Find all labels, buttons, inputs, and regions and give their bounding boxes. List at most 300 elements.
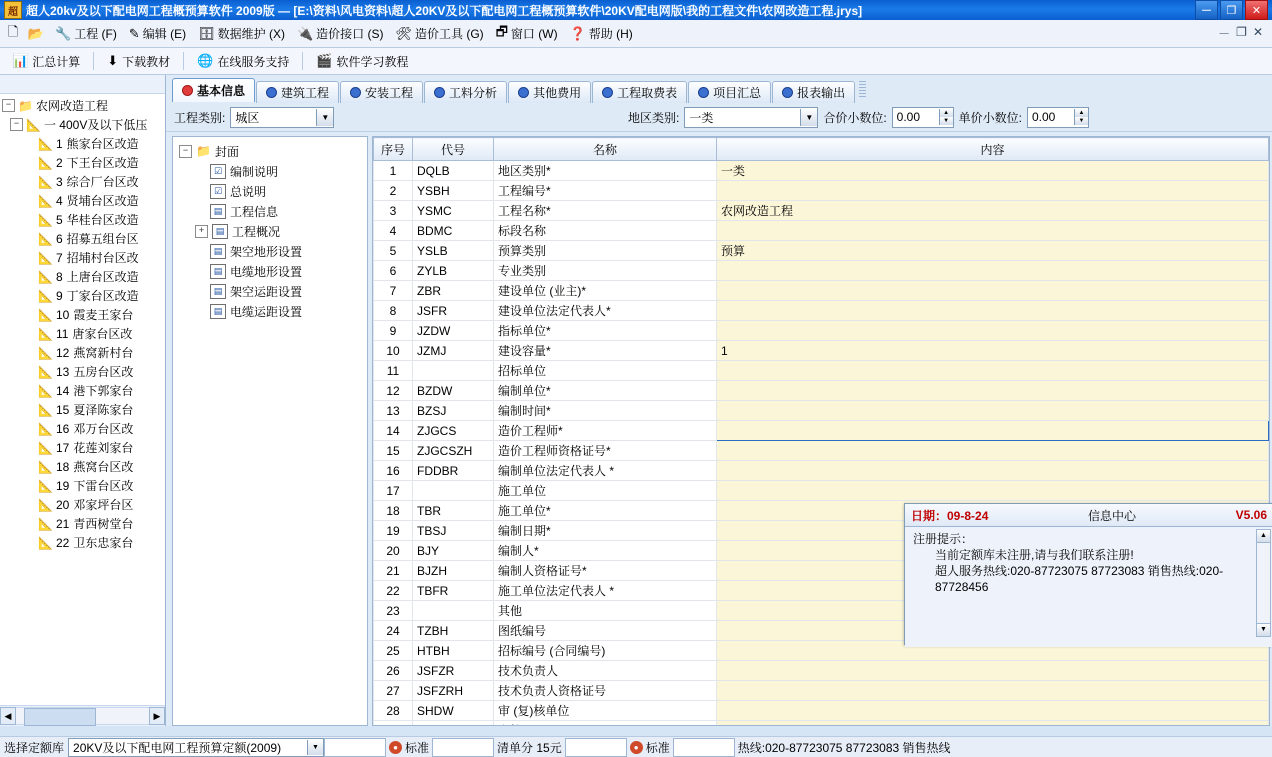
cell-no: 25 bbox=[374, 641, 413, 661]
cell-value[interactable]: 一类 bbox=[717, 161, 1269, 181]
tree-item[interactable] bbox=[2, 457, 165, 476]
tab-1[interactable] bbox=[256, 81, 339, 103]
toolbar-item-label: 下载教材 bbox=[122, 54, 171, 69]
data-maintain-icon: 🗄 bbox=[198, 25, 215, 41]
info-center-scrollbar[interactable] bbox=[1256, 529, 1271, 637]
region-type-select[interactable] bbox=[684, 107, 818, 128]
table-row[interactable] bbox=[374, 661, 1269, 681]
statusbar bbox=[0, 736, 1272, 757]
table-row[interactable] bbox=[374, 441, 1269, 461]
cell-no bbox=[374, 721, 413, 727]
menu-item-price-tools[interactable] bbox=[390, 23, 490, 44]
toolbar-download-button[interactable] bbox=[99, 50, 178, 73]
cell-value[interactable]: 农网改造工程 bbox=[717, 201, 1269, 221]
tree-item[interactable] bbox=[2, 305, 165, 324]
cell-code: YSMC bbox=[413, 201, 494, 221]
cell-value[interactable] bbox=[717, 321, 1269, 341]
chevron-up-icon[interactable]: ▲ bbox=[1074, 109, 1088, 117]
tab-label: 安装工程 bbox=[365, 86, 414, 100]
cover-tree-item[interactable] bbox=[175, 161, 365, 181]
cover-tree-item[interactable] bbox=[175, 241, 365, 261]
table-row[interactable] bbox=[374, 201, 1269, 221]
cell-name: 施工单位* bbox=[494, 501, 717, 521]
tree-item[interactable] bbox=[2, 134, 165, 153]
cell-no: 1 bbox=[374, 161, 413, 181]
tree-horizontal-scrollbar[interactable] bbox=[0, 705, 165, 726]
tree-item-name: 燕窝台区改 bbox=[73, 460, 134, 474]
tab-7[interactable] bbox=[772, 81, 855, 103]
table-row[interactable] bbox=[374, 161, 1269, 181]
tree-item-list bbox=[2, 134, 165, 552]
cell-code: SHDW bbox=[413, 701, 494, 721]
standard-icon: ● bbox=[630, 741, 643, 754]
table-row[interactable] bbox=[374, 241, 1269, 261]
cell-name: 施工单位法定代表人 * bbox=[494, 581, 717, 601]
chevron-down-icon[interactable]: ▼ bbox=[800, 109, 817, 126]
cell-name: 标段名称 bbox=[494, 221, 717, 241]
cell-name: 建设单位 (业主)* bbox=[494, 281, 717, 301]
branch-icon: 📐 bbox=[38, 269, 53, 284]
status-chunk-label: 标准 bbox=[645, 740, 670, 755]
tree-item-name: 华桂台区改造 bbox=[66, 213, 139, 227]
table-row[interactable] bbox=[374, 421, 1269, 441]
cell-no: 26 bbox=[374, 661, 413, 681]
cell-code: YSLB bbox=[413, 241, 494, 261]
table-row[interactable] bbox=[374, 721, 1269, 727]
cell-value[interactable] bbox=[717, 181, 1269, 201]
expander-icon bbox=[24, 176, 35, 187]
tree-item[interactable] bbox=[2, 476, 165, 495]
cell-name: 审 (复)核单位 bbox=[494, 701, 717, 721]
new-doc-icon[interactable]: 🗋 bbox=[7, 23, 19, 39]
tree-item-name: 邓家坪台区 bbox=[73, 498, 134, 512]
unit-decimals-stepper[interactable] bbox=[1027, 107, 1089, 128]
header-row bbox=[374, 138, 1269, 161]
cell-no: 16 bbox=[374, 461, 413, 481]
blue-dot-icon bbox=[434, 87, 445, 98]
menu-item-data-maintain[interactable] bbox=[192, 23, 291, 44]
cell-no: 12 bbox=[374, 381, 413, 401]
status-chunk-hotline bbox=[735, 739, 954, 756]
expander-icon bbox=[24, 271, 35, 282]
status-chunk-standard-2[interactable] bbox=[627, 739, 673, 756]
cover-tree-item-label: 架空地形设置 bbox=[230, 244, 303, 259]
tree-item-name: 综合厂台区改 bbox=[66, 175, 139, 189]
branch-icon: 📐 bbox=[38, 497, 53, 512]
cover-tree-item-label: 电缆运距设置 bbox=[230, 304, 303, 319]
tree-item-label: 18 bbox=[55, 459, 70, 474]
menu-item-label: 帮助 (H) bbox=[588, 27, 633, 41]
info-line-1: 当前定额库未注册,请与我们联系注册! bbox=[935, 548, 1134, 562]
cell-value[interactable] bbox=[717, 681, 1269, 701]
tree-item-name: 招埔村台区改 bbox=[66, 251, 139, 265]
tree-item-name: 唐家台区改 bbox=[72, 327, 133, 341]
table-row[interactable] bbox=[374, 361, 1269, 381]
cell-value[interactable] bbox=[717, 461, 1269, 481]
branch-icon: 📐 bbox=[38, 136, 53, 151]
status-cell-4 bbox=[673, 738, 735, 757]
cell-code: BDMC bbox=[413, 221, 494, 241]
tree-item-name: 卫东忠家台 bbox=[73, 536, 134, 550]
cell-code: JSFR bbox=[413, 301, 494, 321]
expander-icon bbox=[195, 266, 206, 277]
tree-item-name: 五房台区改 bbox=[73, 365, 134, 379]
cell-no: 7 bbox=[374, 281, 413, 301]
tree-item-name: 邓万台区改 bbox=[73, 422, 134, 436]
summary-icon: 📊 bbox=[12, 53, 29, 68]
cell-name: 编制日期* bbox=[494, 521, 717, 541]
branch-icon: 📐 bbox=[38, 212, 53, 227]
toolbar-online-service-button[interactable] bbox=[189, 50, 297, 73]
menu-item-label: 造价接口 (S) bbox=[316, 27, 384, 41]
tree-item-label: 11 bbox=[55, 326, 69, 341]
cell-no: 19 bbox=[374, 521, 413, 541]
scroll-thumb[interactable] bbox=[24, 708, 96, 726]
cell-value[interactable] bbox=[717, 721, 1269, 727]
checked-doc-icon: ☑ bbox=[210, 184, 226, 199]
status-chunk-sub[interactable] bbox=[494, 739, 565, 756]
cell-value[interactable] bbox=[717, 661, 1269, 681]
scroll-up-arrow-icon[interactable]: ▲ bbox=[1257, 530, 1270, 543]
status-chunk-label: 热线:020-87723075 87723083 销售热线 bbox=[737, 740, 951, 755]
menu-item-price-interface[interactable] bbox=[291, 23, 390, 44]
cover-tree-item[interactable] bbox=[175, 201, 365, 221]
project-type-value: 城区 bbox=[235, 110, 260, 125]
tree-item[interactable] bbox=[2, 229, 165, 248]
expander-icon[interactable]: + bbox=[195, 225, 208, 238]
scroll-down-arrow-icon[interactable]: ▼ bbox=[1257, 623, 1270, 636]
cell-code: JSFZRH bbox=[413, 681, 494, 701]
tree-item[interactable] bbox=[2, 533, 165, 552]
cell-name: 专业类别 bbox=[494, 261, 717, 281]
project-tree-pane bbox=[0, 75, 166, 726]
doc-icon: ▤ bbox=[210, 264, 226, 279]
cell-value[interactable] bbox=[717, 301, 1269, 321]
cell-no: 9 bbox=[374, 321, 413, 341]
expander-icon bbox=[195, 186, 206, 197]
cover-tree-item-label: 架空运距设置 bbox=[230, 284, 303, 299]
help-icon: ❓ bbox=[569, 25, 586, 41]
tab-grip-handle[interactable] bbox=[859, 81, 866, 99]
branch-icon: 📐 bbox=[38, 155, 53, 170]
branch-icon: 📐 bbox=[38, 535, 53, 550]
cell-no: 13 bbox=[374, 401, 413, 421]
checked-doc-icon: ☑ bbox=[210, 164, 226, 179]
online-service-icon: 🌐 bbox=[197, 53, 214, 68]
cell-value[interactable] bbox=[717, 361, 1269, 381]
branch-icon: 📐 bbox=[38, 440, 53, 455]
doc-icon: ▤ bbox=[210, 244, 226, 259]
table-row[interactable] bbox=[374, 401, 1269, 421]
scroll-right-arrow-icon[interactable]: ▶ bbox=[149, 707, 165, 725]
branch-icon: 📐 bbox=[38, 402, 53, 417]
tree-item[interactable] bbox=[2, 514, 165, 533]
open-folder-icon[interactable]: 📂 bbox=[27, 25, 45, 41]
project-type-select[interactable] bbox=[230, 107, 334, 128]
table-row[interactable] bbox=[374, 341, 1269, 361]
cover-tree-root[interactable] bbox=[175, 141, 365, 161]
table-row[interactable] bbox=[374, 461, 1269, 481]
tab-list bbox=[172, 79, 855, 103]
cell-name: 编制时间* bbox=[494, 401, 717, 421]
standard-icon: ● bbox=[389, 741, 402, 754]
maximize-button[interactable]: ❐ bbox=[1220, 0, 1243, 20]
tree-item-name: 青西树堂台 bbox=[73, 517, 134, 531]
tree-item[interactable] bbox=[2, 362, 165, 381]
blue-dot-icon bbox=[602, 87, 613, 98]
tree-item-name: 下雷台区改 bbox=[73, 479, 134, 493]
scroll-left-arrow-icon[interactable]: ◀ bbox=[0, 707, 16, 725]
table-row[interactable] bbox=[374, 381, 1269, 401]
tree-item-name: 燕窝新村台 bbox=[73, 346, 134, 360]
branch-icon: 📐 bbox=[38, 478, 53, 493]
info-line-0: 注册提示： bbox=[913, 532, 974, 546]
menu-item-project[interactable] bbox=[49, 23, 123, 44]
minimize-button[interactable]: － bbox=[1195, 0, 1218, 20]
status-cell-2 bbox=[432, 738, 494, 757]
branch-icon: 📐 bbox=[38, 193, 53, 208]
cell-code bbox=[413, 721, 494, 727]
cell-name: 技术负责人资格证号 bbox=[494, 681, 717, 701]
chevron-down-icon[interactable]: ▼ bbox=[1074, 117, 1088, 125]
tab-5[interactable] bbox=[592, 81, 687, 103]
tree-item[interactable] bbox=[2, 153, 165, 172]
tab-4[interactable] bbox=[508, 81, 591, 103]
branch-icon: 📐 bbox=[38, 364, 53, 379]
mdi-restore-button[interactable]: ❐ bbox=[1236, 25, 1247, 39]
cover-tree-root-label: 封面 bbox=[214, 144, 239, 159]
tree-item[interactable] bbox=[2, 172, 165, 191]
doc-icon: ▤ bbox=[210, 284, 226, 299]
tab-label: 工程取费表 bbox=[617, 86, 678, 100]
tree-item-label: 6 bbox=[55, 231, 63, 246]
library-value: 20KV及以下配电网工程预算定额(2009) bbox=[73, 740, 282, 755]
cell-name: 地区类别* bbox=[494, 161, 717, 181]
cell-name: 预算类别 bbox=[494, 241, 717, 261]
table-row[interactable] bbox=[374, 221, 1269, 241]
tree-item[interactable] bbox=[2, 438, 165, 457]
cell-code: JZDW bbox=[413, 321, 494, 341]
cell-value[interactable] bbox=[717, 221, 1269, 241]
cell-name: 编制单位法定代表人 * bbox=[494, 461, 717, 481]
menu-item-help[interactable] bbox=[564, 23, 639, 44]
toolbar-tutorial-button[interactable] bbox=[308, 50, 416, 73]
tree-item-label: 5 bbox=[55, 212, 63, 227]
tree-node-root[interactable] bbox=[2, 96, 165, 115]
tree-item-label: 1 bbox=[55, 136, 63, 151]
chevron-up-icon[interactable]: ▲ bbox=[939, 109, 953, 117]
info-center-title: 信息中心 bbox=[1088, 508, 1137, 523]
cell-no: 14 bbox=[374, 421, 413, 441]
menu-item-edit[interactable] bbox=[123, 23, 192, 44]
menu-item-window[interactable] bbox=[490, 21, 564, 47]
expander-icon bbox=[24, 309, 35, 320]
cell-name: 其他 bbox=[494, 601, 717, 621]
stepper-arrows[interactable] bbox=[939, 109, 953, 125]
window-buttons bbox=[1195, 0, 1268, 20]
cell-code: JSFZR bbox=[413, 661, 494, 681]
cell-value[interactable] bbox=[717, 261, 1269, 281]
cell-name: 建设单位法定代表人* bbox=[494, 301, 717, 321]
chevron-down-icon[interactable]: ▼ bbox=[316, 109, 333, 126]
tree-item-label: 3 bbox=[55, 174, 63, 189]
cell-no: 27 bbox=[374, 681, 413, 701]
tree-item[interactable] bbox=[2, 191, 165, 210]
cell-no: 20 bbox=[374, 541, 413, 561]
info-center-titlebar bbox=[905, 504, 1272, 527]
cell-code: TBSJ bbox=[413, 521, 494, 541]
cover-tree-pane[interactable] bbox=[172, 136, 368, 726]
tree-item[interactable] bbox=[2, 210, 165, 229]
branch-icon: 📐 bbox=[38, 174, 53, 189]
expander-icon bbox=[24, 233, 35, 244]
tree-item-label: 2 bbox=[55, 155, 63, 170]
table-row[interactable] bbox=[374, 181, 1269, 201]
table-row[interactable] bbox=[374, 701, 1269, 721]
cover-tree-item-label: 编制说明 bbox=[230, 164, 279, 179]
expander-icon bbox=[24, 499, 35, 510]
blue-dot-icon bbox=[698, 87, 709, 98]
cell-name: 技术负责人 bbox=[494, 661, 717, 681]
tree-item-label: 16 bbox=[55, 421, 70, 436]
expander-icon bbox=[24, 195, 35, 206]
tab-3[interactable] bbox=[424, 81, 507, 103]
expander-icon bbox=[24, 480, 35, 491]
tree-item[interactable] bbox=[2, 400, 165, 419]
toolbar-separator bbox=[302, 52, 303, 70]
expander-icon bbox=[24, 290, 35, 301]
table-row[interactable] bbox=[374, 261, 1269, 281]
mdi-minimize-button[interactable]: － bbox=[1218, 27, 1231, 41]
tree-item[interactable] bbox=[2, 248, 165, 267]
expander-icon bbox=[195, 306, 206, 317]
tree-item[interactable] bbox=[2, 495, 165, 514]
cell-value[interactable]: 预算 bbox=[717, 241, 1269, 261]
cell-value[interactable] bbox=[717, 441, 1269, 461]
cell-value[interactable] bbox=[717, 401, 1269, 421]
total-decimals-stepper[interactable] bbox=[892, 107, 954, 128]
tree-item-label: 8 bbox=[55, 269, 63, 284]
tree-item[interactable] bbox=[2, 419, 165, 438]
mdi-close-button[interactable]: ✕ bbox=[1252, 25, 1263, 39]
tree-item-label: 12 bbox=[55, 345, 70, 360]
tree-item-name: 夏泽陈家台 bbox=[73, 403, 134, 417]
tab-0[interactable] bbox=[172, 78, 255, 102]
tree-item[interactable] bbox=[2, 343, 165, 362]
tree-node-lowvoltage[interactable] bbox=[2, 115, 165, 134]
blue-dot-icon bbox=[266, 87, 277, 98]
cell-value[interactable] bbox=[717, 381, 1269, 401]
cell-no: 18 bbox=[374, 501, 413, 521]
cell-no: 11 bbox=[374, 361, 413, 381]
branch-icon: 📐 bbox=[38, 345, 53, 360]
cell-name: 编制单位* bbox=[494, 381, 717, 401]
cell-value[interactable] bbox=[717, 281, 1269, 301]
cover-tree-item[interactable] bbox=[175, 261, 365, 281]
stepper-arrows[interactable] bbox=[1074, 109, 1088, 125]
tab-label: 工料分析 bbox=[449, 86, 498, 100]
cell-value[interactable] bbox=[717, 421, 1269, 441]
expander-icon[interactable]: − bbox=[10, 118, 23, 131]
red-dot-icon bbox=[182, 85, 193, 96]
cover-tree-item[interactable] bbox=[175, 281, 365, 301]
expander-icon bbox=[24, 138, 35, 149]
close-button[interactable]: ✕ bbox=[1245, 0, 1268, 20]
table-row[interactable] bbox=[374, 481, 1269, 501]
tree-item-label: 20 bbox=[55, 497, 70, 512]
cover-tree-item[interactable] bbox=[175, 181, 365, 201]
cell-code: YSBH bbox=[413, 181, 494, 201]
tab-6[interactable] bbox=[688, 81, 771, 103]
tree-item[interactable] bbox=[2, 324, 165, 343]
tab-label: 建筑工程 bbox=[281, 86, 330, 100]
cell-value[interactable] bbox=[717, 701, 1269, 721]
project-tree[interactable] bbox=[0, 94, 165, 705]
tree-node-label: 一 400V及以下低压 bbox=[43, 118, 148, 132]
info-center-window[interactable] bbox=[904, 503, 1272, 645]
cell-code: BJZH bbox=[413, 561, 494, 581]
tree-item-label: 9 bbox=[55, 288, 63, 303]
cell-value[interactable] bbox=[717, 481, 1269, 501]
toolbar-item-label: 在线服务支持 bbox=[217, 54, 290, 69]
toolbar-summary-button[interactable] bbox=[4, 50, 88, 73]
cover-tree-items bbox=[175, 161, 365, 321]
status-cell-3 bbox=[565, 738, 627, 757]
folder-icon: 📁 bbox=[18, 98, 33, 113]
branch-icon: 📐 bbox=[38, 231, 53, 246]
expander-icon bbox=[24, 423, 35, 434]
info-center-version: V5.06 bbox=[1235, 508, 1267, 522]
tab-2[interactable] bbox=[340, 81, 423, 103]
scroll-track[interactable] bbox=[16, 707, 149, 725]
branch-icon: 📐 bbox=[38, 516, 53, 531]
cell-name bbox=[494, 721, 717, 727]
app-icon: 超 bbox=[4, 1, 22, 19]
table-row[interactable] bbox=[374, 681, 1269, 701]
cell-code: FDDBR bbox=[413, 461, 494, 481]
expander-icon[interactable]: − bbox=[179, 145, 192, 158]
table-header bbox=[374, 138, 1269, 161]
cover-tree-item[interactable] bbox=[175, 221, 365, 241]
status-chunk-standard-1[interactable] bbox=[386, 739, 432, 756]
cell-no: 4 bbox=[374, 221, 413, 241]
menu-item-label: 数据维护 (X) bbox=[217, 27, 285, 41]
unit-decimals-label: 单价小数位: bbox=[958, 110, 1022, 125]
header-no: 序号 bbox=[374, 138, 413, 161]
chevron-down-icon[interactable]: ▼ bbox=[939, 117, 953, 125]
tree-item[interactable] bbox=[2, 286, 165, 305]
price-tools-icon: 🛠 bbox=[395, 25, 413, 41]
tree-item[interactable] bbox=[2, 267, 165, 286]
chevron-down-icon[interactable]: ▼ bbox=[307, 740, 323, 755]
info-center-date: 日期：09-8-24 bbox=[911, 508, 989, 523]
cell-value[interactable]: 1 bbox=[717, 341, 1269, 361]
expander-icon bbox=[24, 442, 35, 453]
cover-tree-item[interactable] bbox=[175, 301, 365, 321]
table-row[interactable] bbox=[374, 281, 1269, 301]
tree-item-name: 霞麦王家台 bbox=[73, 308, 134, 322]
cell-no: 15 bbox=[374, 441, 413, 461]
table-row[interactable] bbox=[374, 321, 1269, 341]
cell-no: 2 bbox=[374, 181, 413, 201]
tab-label: 其他费用 bbox=[533, 86, 582, 100]
expander-icon bbox=[195, 166, 206, 177]
tree-item[interactable] bbox=[2, 381, 165, 400]
cell-name: 图纸编号 bbox=[494, 621, 717, 641]
library-select[interactable] bbox=[68, 738, 324, 757]
expander-icon[interactable]: − bbox=[2, 99, 15, 112]
table-row[interactable] bbox=[374, 301, 1269, 321]
